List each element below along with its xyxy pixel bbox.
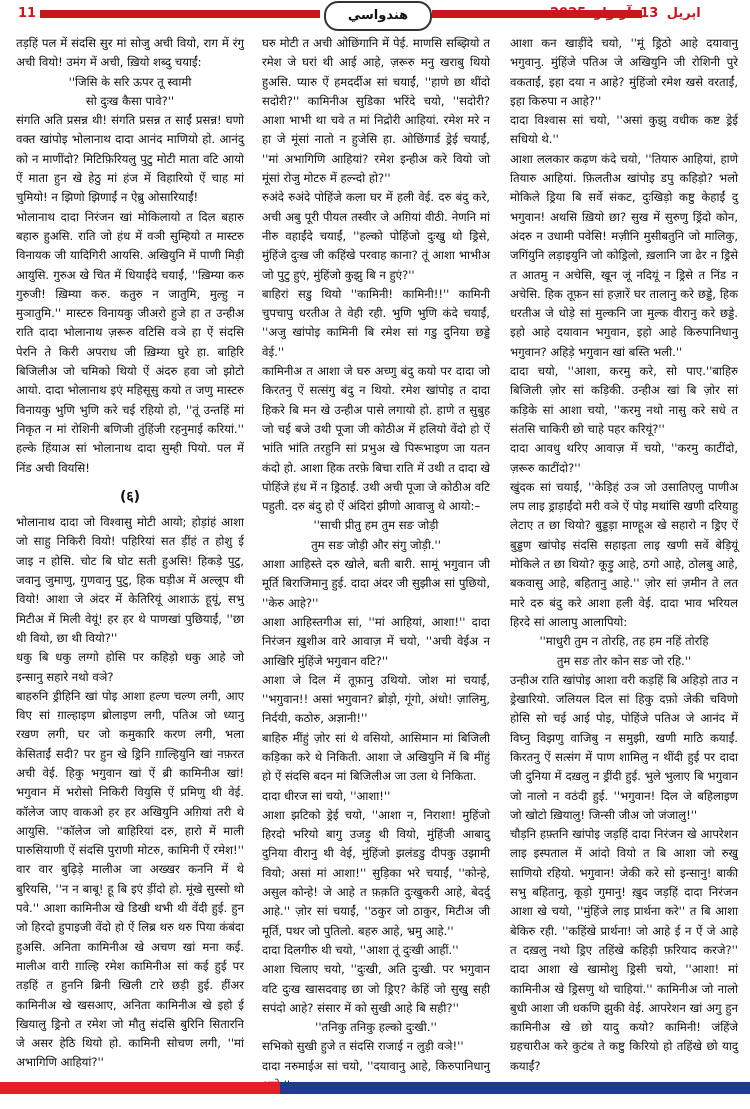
verse-line: तुम सङ तोर कोन सङ जो रहि.'' (556, 653, 692, 668)
verse-line: ''साची प्रीतु हम तुम सङ जोड़ी (313, 518, 439, 533)
paragraph: सभिको सुखी हुजे त संदसि राजाई न लुड़ी वञे!'' (262, 1039, 464, 1054)
issue-year: 2025 (550, 6, 587, 21)
paragraph: दादा धीरज सां चयो, ''आशा!'' (262, 788, 391, 803)
paragraph: दादा नरुमाईअ सां चयो, ''दयावानु आहे, किरुपानिधानु (262, 1058, 490, 1073)
paragraph: संगति अति प्रसन्न थी! संगति प्रसन्न त साईं प्रसन्न! घणो वक्त खांपोइ भोलानाथ दादा आनंद माणियो हो. आनंदु को न माणींदो? मिटिफ़िरियलु पुटु मोटी माता वटि आयो ऐं माता हुन खे हेठु मां हंज में विहारियो ऐं चाह मां चुमियो! न झिणो झिणाईं न ऐब्रु ओसारियाईं! (16, 113, 244, 205)
paragraph: आशा जे दिल में तूफ़ानु उथियो. जोश मां चयाईं, ''भगुवान!! असां भगुवान? ब्रोड़ो, गूंगो, अंधो! ज़ालिमु, निर्दयी, कठोरु, अज्ञानी!'' (262, 672, 490, 726)
paragraph: रुअंदे रुअंदे पोहिंजे कला घर में हली वेई. दरु बंदु करे, अची अबु पूरी पीयल तस्वीर जे अग़ियां वीठी. नेणनि मां नीरु वहाईंदे चयाईं, ''हल्को पोहिंजो दुःखु थो ड्रिसे, मुंहिंजे दुःख जी कहिंखे परवाह काना? तूं आशा भाभीअ जो पुटु हुएं, मुंहिंजो कुझु बि न हुएं?'' (262, 190, 490, 282)
header-accent-bar-left (40, 10, 320, 18)
paragraph: चौड़नि हफ़्तनि खांपोइ जड़हिं दादा निरंजन खे आपरेशन लाइ इस्पताल में आंदो वियो त बि आशा जो रुखु साणियो रहियो. भगुवान! जेकी करे सो इन्सानु! बाकी सभु बहितानु, कूड़ो गुमानु! ख़ुद जड़हिं दादा निरंजन आशा खे चयो, ''मुंहिंजे लाइ प्रार्थना करे'' त बि आशा बेकिरु रही. ''कहिंखे प्रार्थना! जो आहे ई न ऐं जे आहे त दख़लु नथो ड्रिए तहिंखे कहिड़ी फ़रियाद करजे?'' दादा आशा खे खामोशु ड्रिसी चयो, ''आशा! मां कामिनीअ खे ड्रिसणु थो चाहियां.'' कामिनीअ जो नालो बुधी आशा जी धकणि झुकी वेई. आपरेशन खां अगु हुन कामिनीअ खे छो यादु कयो? कामिनी! जंहिंजे ग्रहचारीअ करे कुटंब ते कष्टु किरियो हो तहिंखे छो यादु कयाईं? (510, 827, 738, 1073)
paragraph: भोलानाथ दादा निरंजन खां मोकिलायो त दिल बहारु बहारु हुअसि. राति जो हंध में वञी सुम्हियो त मास्टरु विनायक जी यादिगिरी आयसि. अखियुनि में पाणी मिड़ी आयुसि. गुरुअ खे चित में धियाईंदे चयाईं, ''ख़िम्या करु गुरुजी! ख़िम्या करु. कतुरु न जातुमि, मुल्हु न मुञातुमि.'' मास्टरु विनायकु जीअरो हुजे हा त उन्हीअ राति दादा भोलानाथ ज़रूरु वटिसि वञे हा ऐं संदसि पेरनि ते किरी अपराध जी ख़िम्या घुरे हा. बाहिरि बिजिलीअ जो चमिको थियो ऐं अंदरु हवा जो झोटो आयो. दादा भोलानाथ इएं महिसूसु कयो त जणु मास्टरु विनायकु भुणि भुणि करे चई रहियो हो, ''तूं उन्तहिं मां निकृत न मां रोशिनी बणिजी तुंहिंजी रहनुमाई करियां.'' हल्के हिंयाअ सां भोलानाथ दादा सुम्ही पियो. पल में निंड अची वियसि! (16, 209, 244, 475)
issue-weekday: آرتوار (594, 6, 632, 21)
verse-line: सो दुःख कैसा पावे?'' (85, 93, 175, 108)
paragraph: आशा चिलाए चयो, ''दुःखी, अति दुःखी. पर भगुवान वटि दुःख खासदवाइ छा जो ड्रिए? केहिं जो सुखु सही सपंदो आहे? संसार में को सुखी आहे बि सही?'' (262, 962, 490, 1015)
paragraph: तड़हिं पल में संदसि सुर मां सोजु अची वियो, राग में रंगु अची वियो! उमंग में अची, ख़ियो शब्दु चयाईं: (16, 36, 244, 70)
paragraph: बाहिरां सडु थियो ''कामिनी! कामिनी!!'' कामिनी चुपचापु धरतीअ ते वेही रही. भुणि भुणि कंदे चयाईं, ''अजु खांपोइ कामिनी बि रमेश सां गडु दुनिया छड्डे वेई.'' (262, 286, 490, 359)
paragraph: दादा चयो, ''आशा, करमु करे, सो पाए.''बाहिरु बिजिली ज़ोर सां कड़िकी. उन्हीअ खां बि ज़ोर सां कड़िके सां आशा चयो, ''करमु नथो नासु करे सधे त संतसि चाकिरी छो चाहे पहर करियूं?'' (510, 364, 738, 436)
verse-line: ''तनिकु तनिकु हल्को दुःखी.'' (315, 1020, 437, 1035)
paragraph: दादा विश्वास सां चयो, ''असां कुझु वधीक कष्ट ड्रेई सधियो थे.'' (510, 113, 738, 147)
column-1 (16, 34, 244, 1070)
paragraph: भोलानाथ दादा जो विश्वासु मोटी आयो; होड़ांहं आशा जो साहु निकिरी वियो! पहिरियां सत ड़ींहं त होशु ई जाइ न होसि. चोट बि घोट सती हुअसि! हिकड़े पुटु, जवानु जुमाणु, गुणवानु पुटु, हिक घड़ीअ में अल्लूप थी वियो! आशा जे अंदर में केतिरियूं आशाऊं हूयूं, सभु मिटीअ में मिली वेयूं! हर हर थे पाणखां पुछियाईं, ''छा थी वियो, छा थी वियो?'' (16, 515, 244, 645)
footer-color-bar (0, 1082, 750, 1094)
paragraph: घरु मोटी त अची ओछिंगानि में पेई. माणसि सब्झियो त रमेश जे घरां थी आई आहे, ज़रूरु मनु खराबु थियो हुअसि. प्यारु ऐं हमदर्दीअ सां चयाईं, ''हाणे छा थींदो सदोरी?'' कामिनीअ सुडिका भरिंदे चयो, ''सदोरी? आशा भाभी था चवे त मां निद्रोरी आहियां. रमेश मरे न हा जे मूंसां नातो न हुजेसि हा. ओछिंगार्ड ड्रेई चयाईं, ''मां अभागिणि आहियां? रमेश इन्हीअ करे वियो जो मूंसां रोजु मोटरु में हल्न्दो हो?'' (262, 36, 490, 186)
verse-line: ''माधुरी तुम न तोरहि, तह हम नहिं तोरहि (539, 634, 709, 649)
paragraph: कामिनीअ त आशा जे घरु अच्णु बंदु कयो पर दादा जो किरतनु ऐं सत्संगु बंदु न थियो. रमेश खांपोइ त दादा हिकरे बि मन खे उन्हीअ पासे लगायो हो. हाणे त सुबुह जो चई बजे उथी पूजा जी कोठीअ में हलियो वेंदो हो ऐं भांति भांति तरहुनि सां प्रभुअ खे पिरूभाइण जा यतन कंदो हो. आशा हिक तरफ़े बिचा राति में उथी त दादा खे पोहिंजे हंध में न ड्रिठाईं. उथी अची पूजा जे कोठीअ वटि पहुती. दरु बंदु हो ऐं अंदिरां झीणो आवाजु थे आयो:– (262, 364, 490, 514)
verse-line: ''जिसि के सरि ऊपर तू स्वामी (68, 74, 192, 89)
paragraph: आशा झटिको ड्रेई चयो, ''आशा न, निराशा! मुहिंजो हिरदो भरियो बागु उजड़ु थी वियो, मुंहिंजी आबादु दुनिया वीरानु थी वेई, मुंहिंजो झलंडडु दीपकु उझामी वियो; असां मां आशा!'' सुड़िका भरे चयाईं, ''कोन्हे, असुल कोन्हे! जे आहे त फ़क़ति दुःखुकरी आहे, बेदर्दु आहे.'' ज़ोर सां चयाईं, ''ठकुर जो ठाकुर, मिटीअ जी मूर्ति, पथर जो पुतिलो. बहरु आहे, भ्रमु आहे.'' (262, 807, 490, 938)
column-3 (510, 34, 738, 1073)
paragraph: आशा आहिस्ते दरु खोले, बती बारी. सामूं भगुवान जी मूर्ति बिराजिमानु हुई. दादा अंदर जी सुझीअ सां पुछियो, ''केरु आहे?'' (262, 557, 490, 610)
footer-bar-red (0, 1082, 280, 1094)
paragraph: आशा ललकार कढ़ण कंदे चयो, ''तियारु आहियां, हाणे तियारु आहियां. फ़िलतीअ खांपोइ डपु कहिड़ो? भलो मोकिले ड्रिया बि सर्वे संकट, दुःखिड़ो कष्टु केहाईं दु भगुवान! अथसि ख़ियो छा? सुख में सुरुणु ड्रिंदो कोन, अंदरु न उधामी पवेसि! मज़ीनि मुसीबतुनि जो मालिकु, जगिंयुनि लड़ाइयुनि जो कोड्रिलो, ख़लानि जा ढेर न ड्रिसे त आतमु न अचेसि, खून जूं नदियूं न ड्रिसे त निंड न अचेसि. हिक तूफ़न सां हज़ारें घर तालानु करे छड्डे, हिक धरतीअ जे धोड़े सां मुल्कनि जा मुल्क वीरानु करे छड्डे. इहो आहे दयावान भगुवान, इहो आहे किरुपानिधानु भगुवान? अहिड़े भगुवान खां बस्ति भली.'' (510, 151, 738, 359)
page-number: 11 (18, 6, 37, 21)
column-2 (262, 34, 490, 1073)
article-body (16, 34, 738, 1073)
paragraph: आशा कन खाड़ींदे चयो, ''मूं ड्रिठो आहे दयावानु भगुवानु. मुंहिंजे पतिअ जे अखियुनि जी रोशिनी पुरे वकताईं, इहा दया न आहे? मुंहिंजो रमेश खसे वरताईं, इहा किरुपा न आहे?'' (510, 36, 738, 108)
masthead-logo: هندواسي (324, 1, 432, 31)
paragraph: दादा दिलगीरु थी चयो, ''आशा तूं दुःखी आहीं.'' (262, 942, 459, 957)
issue-day: 13 (640, 6, 659, 21)
issue-month: اپريل (666, 6, 701, 21)
paragraph: दादा आवधु थरिए आवाज़ में चयो, ''करमु काटींदो, ज़रूरु काटींदो?'' (510, 441, 738, 475)
paragraph: आशा आहिस्तगीअ सां, ''मां आहियां, आशा!'' दादा निरंजन ख़ुशीअ वारे आवाज़ में चयो, ''अची वेईअ न आखिरि मुंहिंजे भगुवान वटि?'' (262, 614, 490, 668)
issue-date (546, 6, 701, 21)
chapter-number: (६) (119, 488, 141, 505)
paragraph: बाहिरु मींहुं ज़ोर सां थे वसियो, आसिमान मां बिजिली कड़िका करे थे निकिती. आशा जे अखियुनि में बि मींहुं हो ऐं संदसि बदन मां बिजिलीअ जा उला थे निकिता. (262, 730, 490, 784)
verse-line: तुम सङ जोड़ी और संगु जोड़ी.'' (311, 537, 441, 552)
paragraph: बाहरुनि ड्रीहिनि खां पोइ आशा हल्ण चल्ण लगी, आए विए सां ग़ाल्हाइण ब्रोलाइण लगी, पतिअ जो ध्यानु रखण लगी, घर जो कमुकारि करण लगी, भला केसिताईं सदी? पर हुन खे ड्रिनि ग़ाल्हियुनि खां नफ़रत अची वेई. हिकु भगुवान खां ऐं ब्री कामिनीअ खां! भगुवान में भरोसो निकिरी वियुसि ऐं प्रमिणु थी वेई. कॉलेज जाए वाकओ हर हर अखियुनि अग़ियां तरी थे आयुसि. ''कॉलेज जो बाहिरियां दरु, हारो में माली पारुसियाणी ऐं संदसि पुराणी मोटरु, कामिनी ऐं रमेश!'' वार वार बुढ़िड़े मालीअ जा अख्खर कननि में थे बुरियसि, ''न न बाबू! हू बि इएं ड़ींदो हो. मूंखे सुस्सो थो पवे.'' आशा कामिनीअ खे डिखी थभी थी वेंदी हुई. हुन जो हिरदो हुपाइजी वेंदो हो ऐं लिब्र थरु थरु पिया कंबंदा हुअसि. अनिता कामिनीअ खे अचण खां मना कई. मालीअ वारी ग़ाल्हि रमेश कामिनीअ सां कई हुई पर तड़हिं त हुननि ब्रिनी खिली टारे छड़ी हुई. हींअर कामिनीअ खे खसआए, अनिता कामिनीअ खे इहो ई खि़यालु ड्रिनो त रमेश जो मौतु संदसि बुरिनि सितारनि जे असर हेठि थियो हो. कामिनी सोचण लगी, ''मां अभागिणि आहियां?'' (16, 688, 244, 1070)
paragraph: धकु बि धकु लग्गो होसि पर कहिड़ो धकु आहे जो इन्सानु सहारे नथो वञे? (16, 650, 244, 684)
footer-bar-blue (280, 1082, 750, 1094)
paragraph: उन्हीअ राति खांपोइ आशा वरी कड़हिं बि अहिड़ो ताउ न ड्रेखारियो. जलियल दिल सां हिकु दफ़ो जेकी चविणो होसि सो चई आई पोइ, पोहिंजे पतिअ जे आनंद में विघ्नु विझणु वाजिबु न समुझी, खणी माठि कयाईं. किरतनु ऐं सत्संग में पाण शामिलु न थींदी हुई पर दादा जी दुनिया में दख़लु न ड्रींदी हुई. भुले भुलाए बि भगुवान जो नालो न वठंदी हुई. ''भगुवान! दिल जे बहिलाइण जो खोटो ख़ियालु! जिन्सी जीअ जो जंजालु!'' (510, 672, 738, 822)
paragraph: खुंदक सां चयाईं, ''केड़िहं उञ जो उसातिएलु पाणीअ लप लाइ ड्राड़ाईंदो मरी वञे ऐं पोइ मथांसि खणी दरियाहु लेटाए त छा थियो? बुड्डड़ा माण्हूअ खे सहारो न ड्रिए ऐं बुड्डण खांपोइ संदसि सहाइता लाइ खणी सवें बेड़ियूं मोकिले त छा थियो? कूड़ु आहे, ठगो आहे, ठोलबु आहे, बकवासु आहे, बहितानु आहे.'' ज़ोर सां ज़मीन ते लत मारे दरु बंदु करे आशा हली वेई. दादा भाव भरियल हिरदे सां आलापु आलापियो: (510, 479, 738, 629)
